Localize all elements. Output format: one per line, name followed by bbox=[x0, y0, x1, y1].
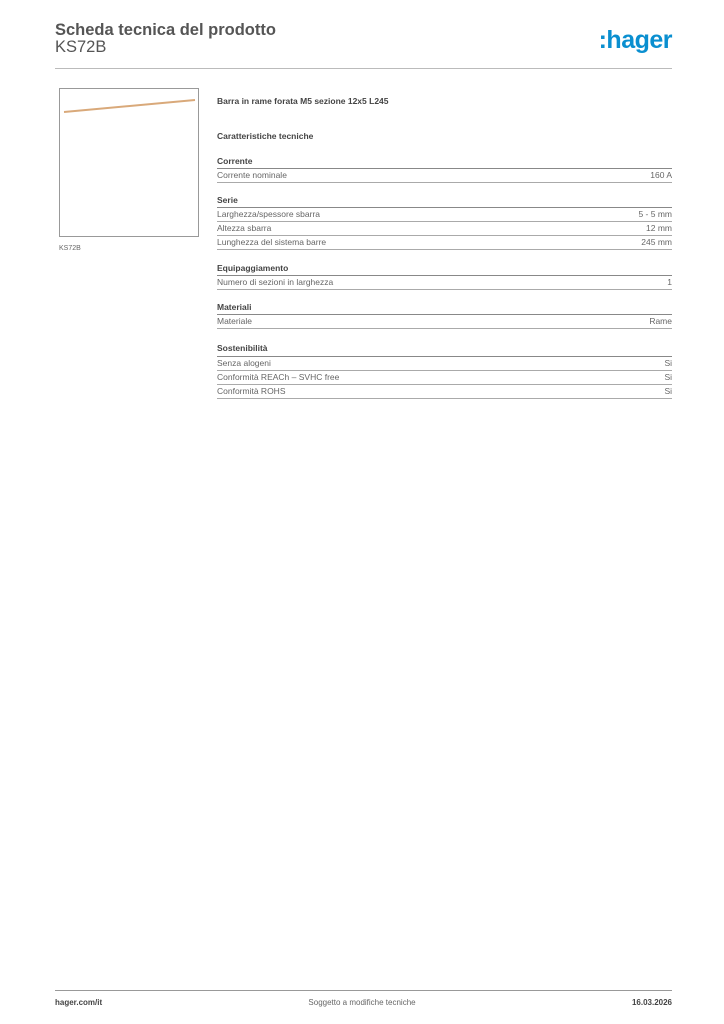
group-corrente bbox=[217, 155, 672, 183]
spec-row bbox=[217, 236, 672, 250]
footer-divider bbox=[55, 990, 672, 991]
group-serie bbox=[217, 194, 672, 250]
product-code: KS72B bbox=[55, 38, 107, 56]
spec-row bbox=[217, 222, 672, 236]
spec-label: Conformità REACh – SVHC free bbox=[217, 372, 340, 382]
spec-value: 12 mm bbox=[646, 223, 672, 233]
group-sostenibilita bbox=[217, 341, 672, 399]
spec-label: Conformità ROHS bbox=[217, 386, 286, 396]
spec-value: Rame bbox=[649, 316, 672, 326]
spec-value: Si bbox=[664, 358, 672, 368]
spec-label: Numero di sezioni in larghezza bbox=[217, 277, 334, 287]
hager-logo: :hager bbox=[598, 26, 672, 54]
spec-row bbox=[217, 208, 672, 222]
spec-value: 5 - 5 mm bbox=[638, 209, 672, 219]
spec-row bbox=[217, 169, 672, 183]
spec-row bbox=[217, 371, 672, 385]
spec-label: Materiale bbox=[217, 316, 252, 326]
spec-row bbox=[217, 276, 672, 290]
spec-row bbox=[217, 385, 672, 399]
footer-date: 16.03.2026 bbox=[631, 998, 672, 1007]
product-name: Barra in rame forata M5 sezione 12x5 L245 bbox=[217, 96, 389, 106]
page-title: Scheda tecnica del prodotto bbox=[55, 21, 276, 39]
section-title: Caratteristiche tecniche bbox=[217, 131, 314, 141]
spec-value: 1 bbox=[667, 277, 672, 287]
group-materiali bbox=[217, 301, 672, 329]
spec-label: Larghezza/spessore sbarra bbox=[217, 209, 321, 219]
spec-value: 245 mm bbox=[641, 237, 672, 247]
spec-row bbox=[217, 357, 672, 371]
footer-website-link[interactable]: hager.com/it bbox=[55, 998, 103, 1007]
spec-row bbox=[217, 315, 672, 329]
copper-bar-image bbox=[60, 89, 198, 236]
spec-label: Lunghezza del sistema barre bbox=[217, 237, 327, 247]
group-title: Serie bbox=[217, 194, 672, 208]
footer-note: Soggetto a modifiche tecniche bbox=[308, 998, 416, 1007]
header-divider bbox=[55, 68, 672, 69]
group-title: Equipaggiamento bbox=[217, 262, 672, 276]
spec-value: Si bbox=[664, 372, 672, 382]
spec-label: Altezza sbarra bbox=[217, 223, 272, 233]
spec-label: Corrente nominale bbox=[217, 170, 287, 180]
group-title: Corrente bbox=[217, 155, 672, 169]
spec-value: 160 A bbox=[650, 170, 672, 180]
image-caption: KS72B bbox=[59, 245, 81, 252]
spec-label: Senza alogeni bbox=[217, 358, 271, 368]
group-equipaggiamento bbox=[217, 262, 672, 290]
product-image bbox=[59, 88, 199, 237]
group-title: Materiali bbox=[217, 301, 672, 315]
spec-value: Si bbox=[664, 386, 672, 396]
group-title: Sostenibilità bbox=[217, 341, 672, 357]
